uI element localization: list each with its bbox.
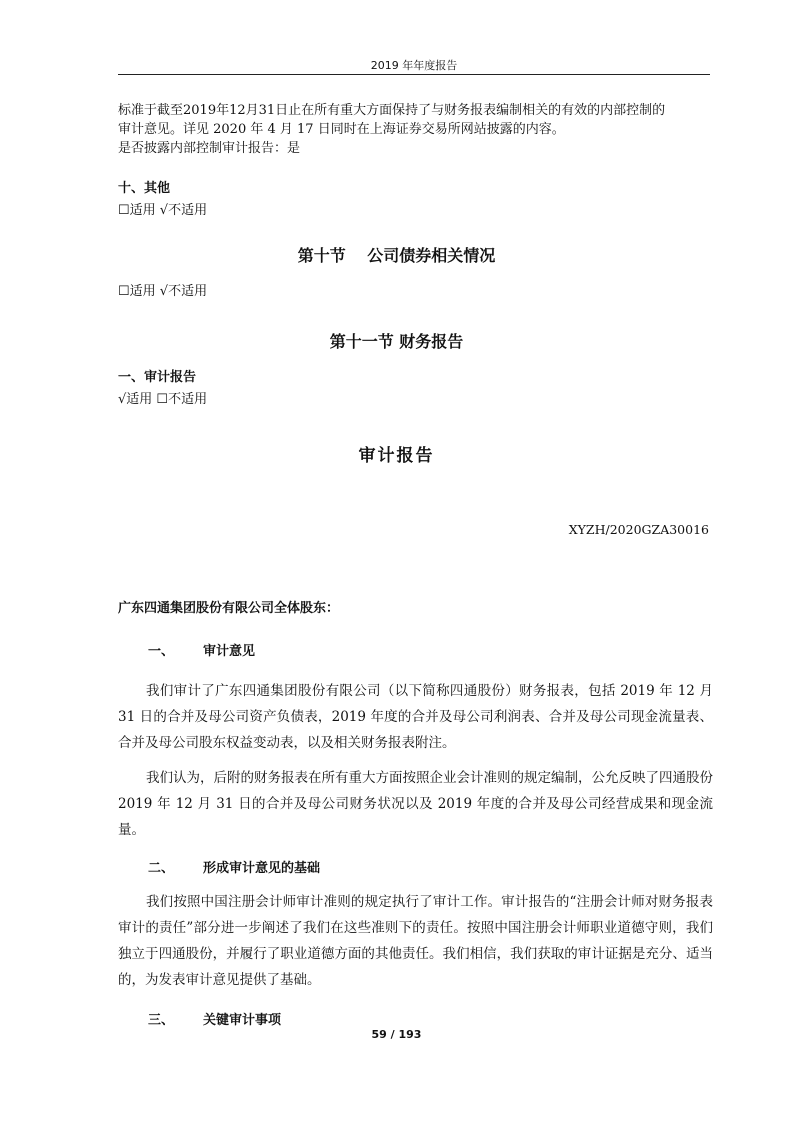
part-3-title: 关键审计事项	[203, 1013, 282, 1028]
part-1-number: 一、	[148, 644, 175, 659]
part-1-title: 审计意见	[203, 644, 256, 659]
part-1-paragraph-2: 我们认为，后附的财务报表在所有重大方面按照企业会计准则的规定编制，公允反映了四通股份 2019 年 12 月 31 日的合并及母公司财务状况以及 2019 年度的合并及母公司经营成果和现金流量。	[118, 770, 713, 838]
intro-line-3: 是否披露内部控制审计报告：是	[118, 141, 301, 156]
other-heading: 十、其他	[118, 181, 171, 196]
section-11-title: 第十一节 财务报告	[329, 332, 464, 351]
other-options: ☐适用 √不适用	[118, 203, 208, 218]
report-ref-number: XYZH/2020GZA30016	[568, 522, 709, 537]
audit-report-subheading: 一、审计报告	[118, 370, 197, 385]
section-11-options: √适用 ☐不适用	[118, 392, 208, 407]
part-1-paragraph-1: 我们审计了广东四通集团股份有限公司（以下简称四通股份）财务报表，包括 2019 年 12 月 31 日的合并及母公司资产负债表，2019 年度的合并及母公司利润表、合并及母公司现金流量表、合并及母公司股东权益变动表，以及相关财务报表附注。	[118, 683, 713, 751]
intro-line-2: 审计意见。详见 2020 年 4 月 17 日同时在上海证券交易所网站披露的内容。	[118, 122, 565, 137]
addressee: 广东四通集团股份有限公司全体股东：	[118, 601, 340, 616]
part-3-number: 三、	[148, 1013, 175, 1028]
intro-line-1: 标准于截至2019年12月31日止在所有重大方面保持了与财务报表编制相关的有效的内部控制的	[118, 103, 666, 118]
part-2-paragraph-1: 我们按照中国注册会计师审计准则的规定执行了审计工作。审计报告的“注册会计师对财务报表审计的责任”部分进一步阐述了我们在这些准则下的责任。按照中国注册会计师职业道德守则，我们独立于四通股份，并履行了职业道德方面的其他责任。我们相信，我们获取的审计证据是充分、适当的，为发表审计意见提供了基础。	[118, 894, 713, 988]
page-header: 2019 年年度报告	[370, 59, 458, 72]
part-2-number: 二、	[148, 861, 175, 876]
report-title: 审计报告	[358, 446, 435, 466]
section-10-title: 第十节 公司债券相关情况	[297, 246, 496, 265]
section-10-options: ☐适用 √不适用	[118, 284, 208, 299]
page-number: 59 / 193	[371, 1028, 422, 1041]
part-2-title: 形成审计意见的基础	[203, 861, 321, 876]
header-rule	[118, 74, 710, 75]
